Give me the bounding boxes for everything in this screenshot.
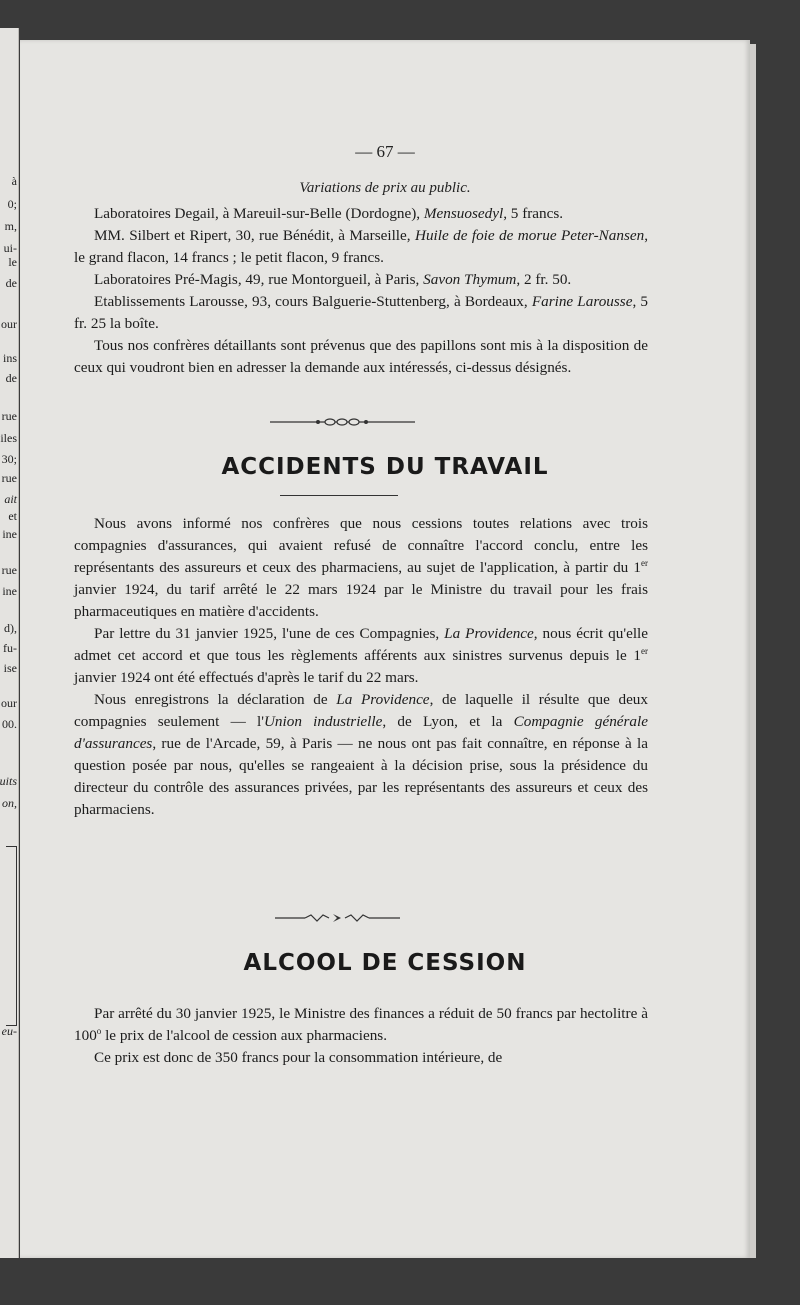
margin-fragment: iles <box>0 431 17 445</box>
heading-underline-1 <box>280 495 398 496</box>
accidents-paragraph-2: Par lettre du 31 janvier 1925, l'une de ces Compagnies, La Providence, nous écrit qu'elle admet cet accord et que tous les règlements afférents aux sinistres survenus depuis le 1er janvier 1924 ont été effectués d'après le tarif du 22 mars. <box>74 625 648 686</box>
margin-fragment: ui- <box>3 241 17 255</box>
accidents-paragraph-1: Nous avons informé nos confrères que nous cessions toutes relations avec trois compagnies d'assurances, qui avaient refusé de connaître l'accord conclu, entre les représentants des assureurs et ceux des pharmaciens, au sujet de l'application, à partir du 1er janvier 1924, du tarif arrêté le 22 mars 1924 par le Ministre du travail pour les frais pharmaceutiques en matière d'accidents. <box>74 515 648 620</box>
section-alcool-body <box>74 1003 648 1069</box>
page-number: — 67 — <box>355 142 415 161</box>
margin-fragment: rue <box>1 471 17 485</box>
entry-larousse: Etablissements Larousse, 93, cours Balguerie-Stuttenberg, à Bordeaux, Farine Larousse, 5 fr. 25 la boîte. <box>74 293 648 332</box>
ornament-divider-1 <box>270 417 415 427</box>
margin-fragment: ine <box>2 527 17 541</box>
entry-premagis: Laboratoires Pré-Magis, 49, rue Montorgueil, à Paris, Savon Thymum, 2 fr. 50. <box>94 271 572 288</box>
margin-fragment: eu- <box>1 1024 17 1038</box>
previous-page-margin <box>0 28 19 1258</box>
page-edge <box>750 44 756 1258</box>
margin-frame <box>6 846 17 1026</box>
section-accidents-body <box>74 513 648 821</box>
margin-fragment: 30; <box>1 452 17 466</box>
margin-fragment: our <box>1 696 17 710</box>
book-page <box>20 40 750 1258</box>
margin-fragment: de <box>5 276 17 290</box>
margin-fragment: d), <box>4 621 17 635</box>
margin-fragment: rue <box>1 409 17 423</box>
margin-fragment: 00. <box>2 717 17 731</box>
price-entries <box>74 203 648 379</box>
heading-alcool-de-cession: ALCOOL DE CESSION <box>243 950 527 976</box>
margin-fragment: on, <box>2 796 17 810</box>
margin-fragment: m, <box>4 219 17 233</box>
accidents-paragraph-3: Nous enregistrons la déclaration de La Providence, de laquelle il résulte que deux compagnies seulement — l'Union industrielle, de Lyon, et la Compagnie générale d'assurances, rue de l'Arcade, 59, à Paris — ne nous ont pas fait connaître, en réponse à la question posée par nous, qu'elles se rangeaient à la décision prise, sous la présidence du directeur du contrôle des assurances privées, par les représentants des assureurs et ceux des pharmaciens. <box>74 691 648 818</box>
section-caption: Variations de prix au public. <box>299 180 471 196</box>
margin-fragment: ise <box>3 661 17 675</box>
margin-fragment: et <box>8 509 17 523</box>
entry-degail: Laboratoires Degail, à Mareuil-sur-Belle (Dordogne), Mensuosedyl, 5 francs. <box>94 205 564 222</box>
margin-fragment: ait <box>4 492 17 506</box>
margin-fragment: rue <box>1 563 17 577</box>
entry-silbert: MM. Silbert et Ripert, 30, rue Bénédit, à Marseille, Huile de foie de morue Peter-Nansen, le grand flacon, 14 francs ; le petit flacon, 9 francs. <box>74 227 649 266</box>
margin-fragment: à <box>11 174 17 188</box>
notice-paragraph: Tous nos confrères détaillants sont prévenus que des papillons sont mis à la disposition de ceux qui voudront bien en adresser la demande aux intéressés, ci-dessus désignés. <box>74 337 648 376</box>
alcool-paragraph-2: Ce prix est donc de 350 francs pour la consommation intérieure, de <box>94 1049 503 1066</box>
alcool-paragraph-1: Par arrêté du 30 janvier 1925, le Ministre des finances a réduit de 50 francs par hectolitre à 100$^o$ le prix de l'alcool de cession aux pharmaciens. <box>74 1005 648 1044</box>
margin-fragment: 0; <box>7 197 17 211</box>
margin-fragment: de <box>5 371 17 385</box>
margin-fragment: uits <box>0 774 17 788</box>
heading-accidents-du-travail: ACCIDENTS DU TRAVAIL <box>221 454 549 480</box>
margin-fragment: ins <box>2 351 17 365</box>
margin-fragment: fu- <box>3 641 17 655</box>
margin-fragment: ine <box>2 584 17 598</box>
margin-fragment: our <box>1 317 17 331</box>
ornament-divider-2 <box>275 913 400 923</box>
margin-fragment: le <box>8 255 17 269</box>
